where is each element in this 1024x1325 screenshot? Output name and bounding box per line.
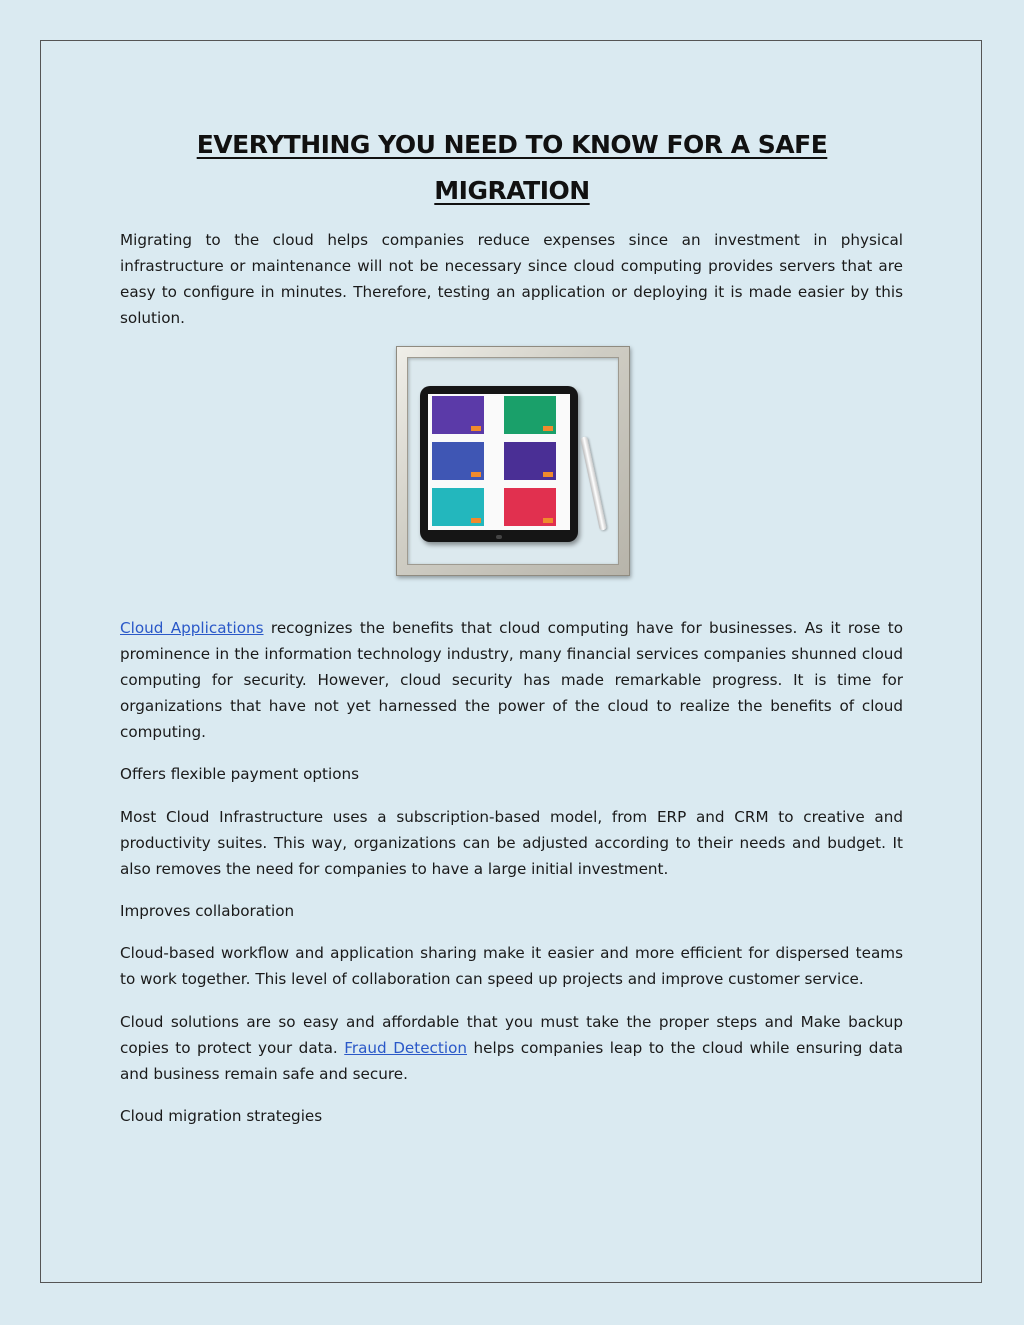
book-cover-1	[432, 396, 484, 434]
heading-collaboration: Improves collaboration	[120, 902, 295, 920]
page-title	[120, 122, 904, 214]
fraud-detection-text-before: Cloud solutions are so easy and affordable that you must take the proper steps and Make backup copies to protect your data.	[120, 1013, 903, 1057]
collaboration-paragraph: Cloud-based workflow and application sharing make it easier and more efficient for dispersed teams to work together. This level of collaboration can speed up projects and improve customer service.	[120, 944, 903, 988]
book-cover-6	[504, 488, 556, 526]
fraud-detection-text-after: helps companies leap to the cloud while ensuring data and business remain safe and secure.	[120, 1039, 903, 1083]
book-cover-4	[504, 442, 556, 480]
cloud-applications-text: recognizes the benefits that cloud computing have for businesses. As it rose to prominence in the information technology industry, many financial services companies shunned cloud computing for security. However, cloud security has made remarkable progress. It is time for organizations that have not yet harnessed the power of the cloud to realize the benefits of cloud computing.	[120, 619, 903, 741]
tablet-image	[396, 346, 630, 576]
title-line-1: EVERYTHING YOU NEED TO KNOW FOR A SAFE	[196, 130, 828, 159]
home-button-icon	[496, 535, 502, 539]
book-cover-3	[432, 442, 484, 480]
tablet-screen	[428, 394, 570, 530]
heading-payment-options: Offers flexible payment options	[120, 765, 360, 783]
image-inner-panel	[407, 357, 619, 565]
title-line-2: MIGRATION	[434, 176, 590, 205]
cloud-applications-paragraph	[120, 615, 903, 745]
fraud-detection-link[interactable]: Fraud Detection	[344, 1039, 467, 1057]
stylus-icon	[580, 436, 607, 530]
fraud-detection-paragraph	[120, 1009, 903, 1087]
book-cover-2	[504, 396, 556, 434]
cloud-applications-link[interactable]: Cloud Applications	[120, 619, 264, 637]
intro-paragraph: Migrating to the cloud helps companies reduce expenses since an investment in physical infrastructure or maintenance will not be necessary since cloud computing provides servers that are easy to configure in minutes. Therefore, testing an application or deploying it is made easier by this solution.	[120, 231, 903, 327]
heading-migration-strategies: Cloud migration strategies	[120, 1107, 323, 1125]
infrastructure-paragraph: Most Cloud Infrastructure uses a subscription-based model, from ERP and CRM to creative and productivity suites. This way, organizations can be adjusted according to their needs and budget. It also removes the need for companies to have a large initial investment.	[120, 808, 903, 878]
tablet-device	[420, 386, 578, 542]
book-cover-5	[432, 488, 484, 526]
